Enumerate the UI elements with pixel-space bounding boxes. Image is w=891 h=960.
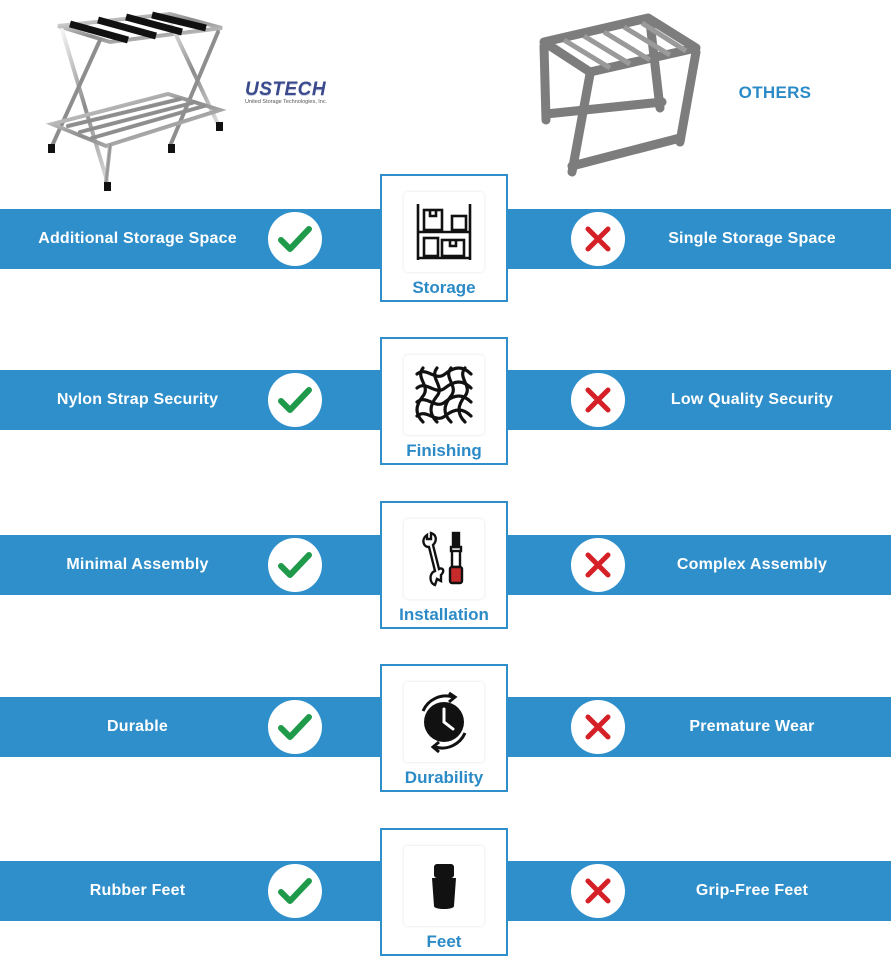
feature-box [380,664,508,792]
clock-cycle-icon [404,682,484,762]
others-label: OTHERS [738,83,812,102]
feature-label: Finishing [406,441,482,460]
feature-box [380,337,508,465]
feature-box [380,501,508,629]
cross-icon [585,552,611,578]
check-badge [268,538,322,592]
check-icon [278,225,312,253]
check-icon [278,877,312,905]
feature-box [380,174,508,302]
ustech-feature-text: Additional Storage Space [38,230,237,247]
others-luggage-rack-image [530,10,710,185]
feature-label: Feet [426,932,462,951]
others-feature-text: Single Storage Space [668,230,836,247]
feature-label: Installation [399,605,489,624]
ustech-luggage-rack-image [40,6,230,196]
others-feature-text: Complex Assembly [676,556,828,573]
others-feature-text: Premature Wear [689,718,815,735]
ustech-feature-text: Rubber Feet [89,882,186,899]
tools-icon [404,519,484,599]
cross-icon [585,387,611,413]
check-icon [278,713,312,741]
cross-icon [585,714,611,740]
ustech-feature-text: Nylon Strap Security [56,391,219,408]
shelf-boxes-icon [404,192,484,272]
ustech-feature-text: Minimal Assembly [66,556,209,573]
feature-label: Durability [404,768,484,787]
brand-name: USTECH [245,79,327,100]
others-feature-text: Low Quality Security [670,391,834,408]
check-badge [268,700,322,754]
ustech-logo [245,80,355,106]
check-badge [268,864,322,918]
check-icon [278,386,312,414]
feature-box [380,828,508,956]
check-icon [278,551,312,579]
feature-label: Storage [412,278,476,297]
ustech-feature-text: Durable [107,718,168,735]
cross-icon [585,878,611,904]
rubber-foot-icon [404,846,484,926]
check-badge [268,212,322,266]
others-feature-text: Grip-Free Feet [695,882,809,899]
brand-subtitle: United Storage Technologies, Inc. [245,99,328,105]
check-badge [268,373,322,427]
woven-mesh-icon [404,355,484,435]
cross-icon [585,226,611,252]
